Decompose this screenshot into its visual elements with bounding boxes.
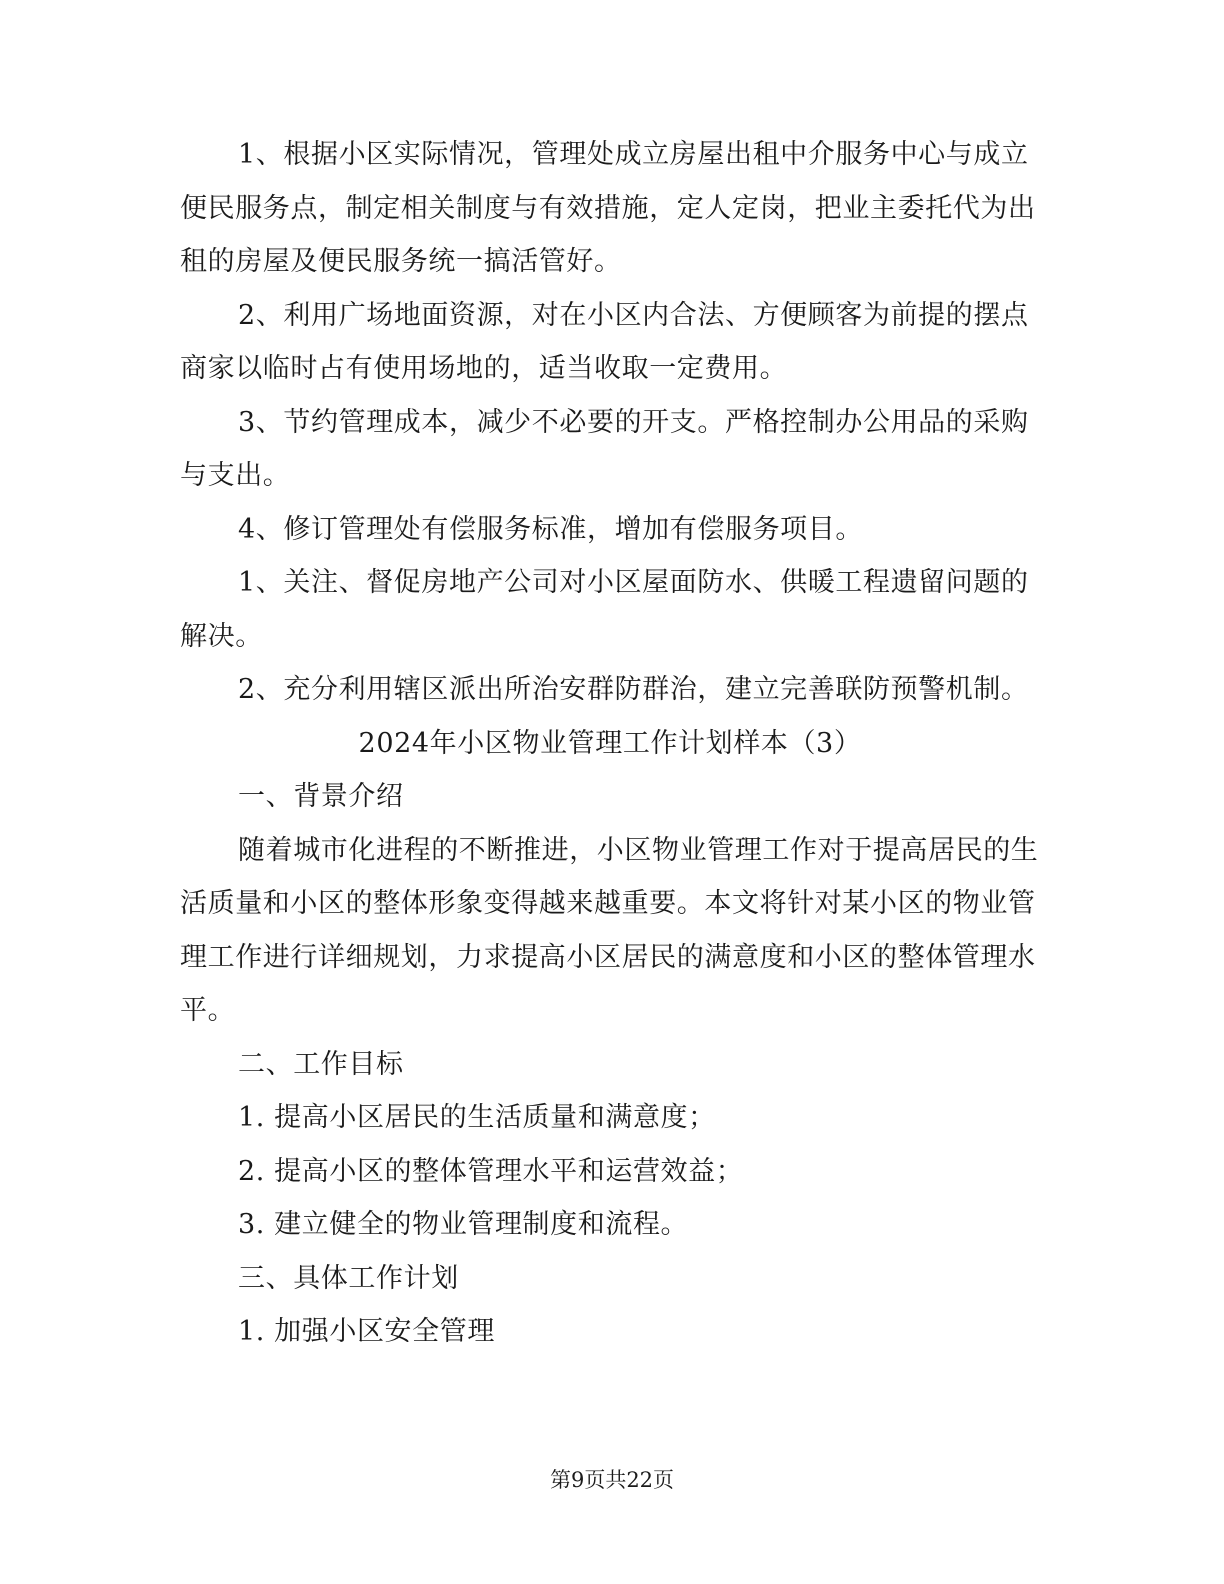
goal-item-3: 3. 建立健全的物业管理制度和流程。: [238, 1209, 689, 1240]
paragraph-joint-defense: 2、充分利用辖区派出所治安群防群治，建立完善联防预警机制。: [238, 674, 1029, 705]
plan-item-1: 1. 加强小区安全管理: [238, 1316, 495, 1347]
heading-background: 一、背景介绍: [238, 781, 404, 812]
paragraph-cost-saving: 3、节约管理成本，减少不必要的开支。严格控制办公用品的采购与支出。: [180, 406, 1029, 491]
page-number-footer: 第9页共22页: [549, 1468, 675, 1492]
heading-goals: 二、工作目标: [238, 1048, 404, 1080]
paragraph-legacy-issues: 1、关注、督促房地产公司对小区屋面防水、供暖工程遗留问题的解决。: [180, 567, 1029, 652]
paragraph-background: 随着城市化进程的不断推进，小区物业管理工作对于提高居民的生活质量和小区的整体形象变得越来越重要。本文将针对某小区的物业管理工作进行详细规划，力求提高小区居民的满意度和小区的整体管理水平。: [180, 834, 1039, 1026]
paragraph-rental-service: 1、根据小区实际情况，管理处成立房屋出租中介服务中心与成立便民服务点，制定相关制度与有效措施，定人定岗，把业主委托代为出租的房屋及便民服务统一搞活管好。: [180, 139, 1036, 277]
paragraph-paid-services: 4、修订管理处有偿服务标准，增加有偿服务项目。: [238, 513, 863, 545]
document-page: [180, 128, 1040, 1359]
section-title: 2024年小区物业管理工作计划样本（3）: [358, 727, 862, 759]
heading-work-plan: 三、具体工作计划: [238, 1262, 459, 1294]
goal-item-2: 2. 提高小区的整体管理水平和运营效益；: [238, 1155, 744, 1187]
paragraph-plaza-resources: 2、利用广场地面资源，对在小区内合法、方便顾客为前提的摆点商家以临时占有使用场地的，适当收取一定费用。: [180, 299, 1029, 384]
goal-item-1: 1. 提高小区居民的生活质量和满意度；: [238, 1102, 716, 1133]
